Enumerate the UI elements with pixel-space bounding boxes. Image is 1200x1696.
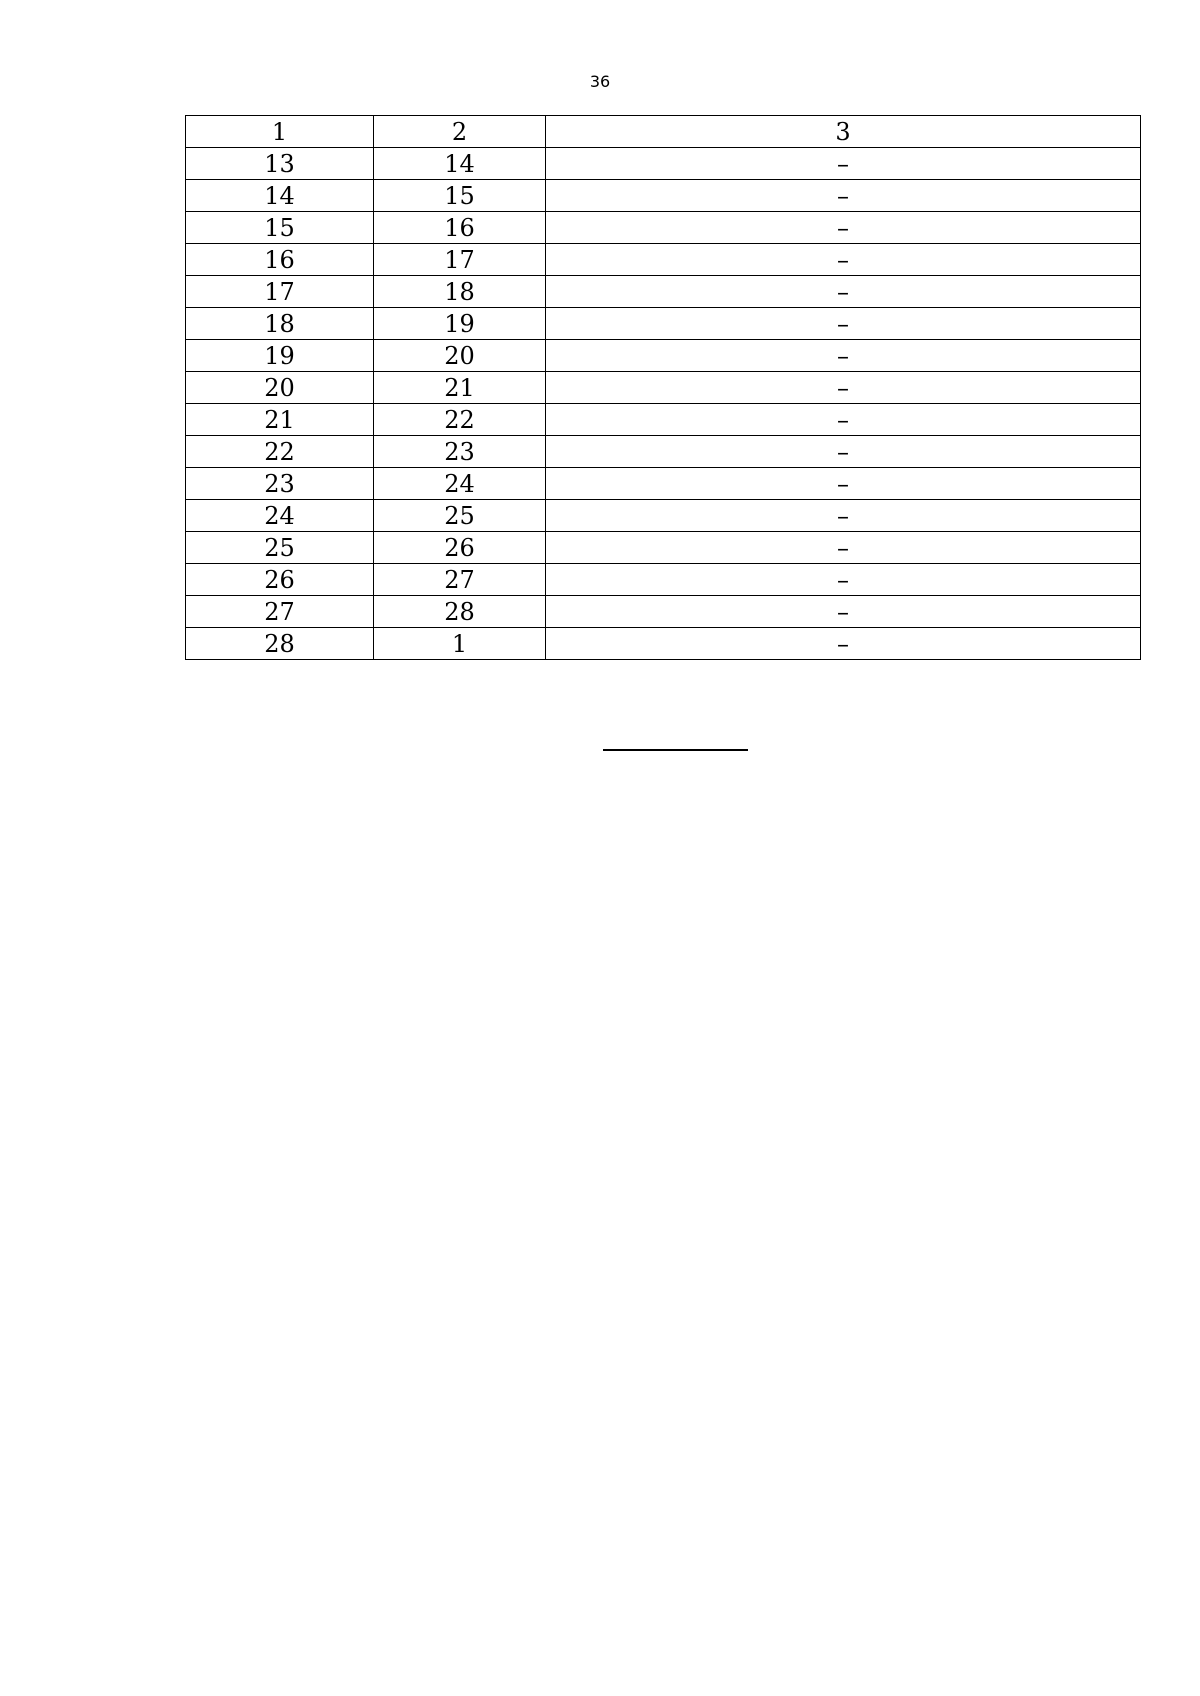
table-cell-col-1: 20 bbox=[186, 372, 374, 404]
table-cell-col-1: 22 bbox=[186, 436, 374, 468]
table-cell-col-2: 21 bbox=[374, 372, 546, 404]
table-cell-col-1: 25 bbox=[186, 532, 374, 564]
table-header-row bbox=[186, 116, 1141, 148]
table-cell-col-2: 25 bbox=[374, 500, 546, 532]
table-cell-col-1: 21 bbox=[186, 404, 374, 436]
table-cell-col-3: – bbox=[546, 276, 1141, 308]
table-cell-col-1: 19 bbox=[186, 340, 374, 372]
table-row bbox=[186, 244, 1141, 276]
table-cell-col-1: 14 bbox=[186, 180, 374, 212]
table-row bbox=[186, 148, 1141, 180]
table-cell-col-2: 26 bbox=[374, 532, 546, 564]
header-cell-col-2: 2 bbox=[374, 116, 546, 148]
table-row bbox=[186, 628, 1141, 660]
table-cell-col-2: 28 bbox=[374, 596, 546, 628]
table-cell-col-3: – bbox=[546, 404, 1141, 436]
table-cell-col-3: – bbox=[546, 628, 1141, 660]
end-of-document-rule bbox=[603, 749, 748, 751]
table-cell-col-3: – bbox=[546, 308, 1141, 340]
table-cell-col-3: – bbox=[546, 596, 1141, 628]
table-cell-col-1: 27 bbox=[186, 596, 374, 628]
table-row bbox=[186, 468, 1141, 500]
table-cell-col-3: – bbox=[546, 468, 1141, 500]
table-row bbox=[186, 564, 1141, 596]
table-row bbox=[186, 180, 1141, 212]
table-cell-col-1: 16 bbox=[186, 244, 374, 276]
table-cell-col-2: 18 bbox=[374, 276, 546, 308]
table-cell-col-2: 1 bbox=[374, 628, 546, 660]
table-cell-col-1: 13 bbox=[186, 148, 374, 180]
table-cell-col-3: – bbox=[546, 340, 1141, 372]
data-table bbox=[185, 115, 1141, 660]
table-cell-col-1: 17 bbox=[186, 276, 374, 308]
table-cell-col-2: 20 bbox=[374, 340, 546, 372]
table-row bbox=[186, 404, 1141, 436]
table-cell-col-3: – bbox=[546, 436, 1141, 468]
table-cell-col-3: – bbox=[546, 500, 1141, 532]
table-cell-col-2: 17 bbox=[374, 244, 546, 276]
table-cell-col-1: 15 bbox=[186, 212, 374, 244]
table-cell-col-1: 23 bbox=[186, 468, 374, 500]
table-cell-col-2: 23 bbox=[374, 436, 546, 468]
table-row bbox=[186, 340, 1141, 372]
table-cell-col-3: – bbox=[546, 564, 1141, 596]
table-row bbox=[186, 532, 1141, 564]
table-row bbox=[186, 308, 1141, 340]
table-cell-col-2: 22 bbox=[374, 404, 546, 436]
table-cell-col-1: 28 bbox=[186, 628, 374, 660]
table-row bbox=[186, 372, 1141, 404]
table-cell-col-3: – bbox=[546, 212, 1141, 244]
table-cell-col-2: 15 bbox=[374, 180, 546, 212]
table-cell-col-3: – bbox=[546, 148, 1141, 180]
table-cell-col-2: 24 bbox=[374, 468, 546, 500]
table-row bbox=[186, 500, 1141, 532]
header-cell-col-1: 1 bbox=[186, 116, 374, 148]
table-cell-col-2: 27 bbox=[374, 564, 546, 596]
table-cell-col-3: – bbox=[546, 532, 1141, 564]
table-row bbox=[186, 276, 1141, 308]
table-cell-col-2: 19 bbox=[374, 308, 546, 340]
table-cell-col-3: – bbox=[546, 372, 1141, 404]
table-cell-col-2: 16 bbox=[374, 212, 546, 244]
page-number: 36 bbox=[589, 72, 611, 91]
table-cell-col-3: – bbox=[546, 180, 1141, 212]
table-cell-col-1: 26 bbox=[186, 564, 374, 596]
table-cell-col-1: 18 bbox=[186, 308, 374, 340]
table-row bbox=[186, 436, 1141, 468]
table-row bbox=[186, 596, 1141, 628]
table-cell-col-2: 14 bbox=[374, 148, 546, 180]
table-cell-col-3: – bbox=[546, 244, 1141, 276]
header-cell-col-3: 3 bbox=[546, 116, 1141, 148]
table-cell-col-1: 24 bbox=[186, 500, 374, 532]
table-row bbox=[186, 212, 1141, 244]
